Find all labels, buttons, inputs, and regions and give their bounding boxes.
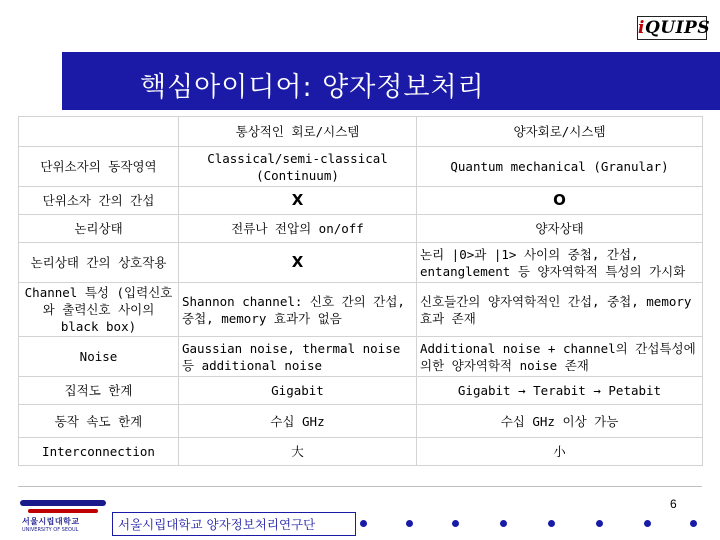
header-cell: 양자회로/시스템	[417, 117, 703, 147]
page-number: 6	[670, 497, 677, 511]
row-label: 단위소자의 동작영역	[19, 147, 179, 187]
decor-dot	[644, 520, 651, 527]
decor-dot	[500, 520, 507, 527]
table-cell: Gaussian noise, thermal noise 등 additional noise	[179, 337, 417, 377]
table-header-row	[19, 117, 703, 147]
table-row	[19, 438, 703, 466]
table-cell: 논리 |0>과 |1> 사이의 중첩, 간섭, entanglement 등 양자역학적 특성의 가시화	[417, 243, 703, 283]
decor-dot	[596, 520, 603, 527]
table-cell: Shannon channel: 신호 간의 간섭, 중첩, memory 효과가 없음	[179, 283, 417, 337]
decor-dot	[360, 520, 367, 527]
table-cell: 小	[417, 438, 703, 466]
row-label: Interconnection	[19, 438, 179, 466]
table-cell: X	[179, 187, 417, 215]
logo-bar	[28, 509, 98, 513]
decor-dot	[548, 520, 555, 527]
table-row	[19, 405, 703, 438]
table-cell: 大	[179, 438, 417, 466]
table-cell: X	[179, 243, 417, 283]
footer-org-box	[112, 512, 356, 536]
table-cell: Additional noise + channel의 간섭특성에 의한 양자역학적 noise 존재	[417, 337, 703, 377]
table-row	[19, 187, 703, 215]
university-name: 서울시립대학교	[22, 517, 80, 526]
decor-dot	[406, 520, 413, 527]
decor-dot	[452, 520, 459, 527]
row-label: 동작 속도 한계	[19, 405, 179, 438]
footer-dots	[360, 520, 700, 530]
row-label: 단위소자 간의 간섭	[19, 187, 179, 215]
table-cell: Gigabit	[179, 377, 417, 405]
table-cell: 전류나 전압의 on/off	[179, 215, 417, 243]
table-cell: Gigabit → Terabit → Petabit	[417, 377, 703, 405]
table-cell: 수십 GHz 이상 가능	[417, 405, 703, 438]
header-cell: 통상적인 회로/시스템	[179, 117, 417, 147]
table-row	[19, 243, 703, 283]
logo-bar	[20, 500, 106, 506]
comparison-table	[18, 116, 703, 466]
table-cell: 수십 GHz	[179, 405, 417, 438]
university-logo	[20, 500, 106, 536]
table-cell: Classical/semi-classical (Continuum)	[179, 147, 417, 187]
university-english-name: UNIVERSITY OF SEOUL	[22, 527, 79, 533]
table-cell: 양자상태	[417, 215, 703, 243]
header-cell	[19, 117, 179, 147]
table-cell: 신호들간의 양자역학적인 간섭, 중첩, memory 효과 존재	[417, 283, 703, 337]
table-row	[19, 377, 703, 405]
slide-title: 핵심아이디어: 양자정보처리	[140, 72, 485, 103]
row-label: 논리상태	[19, 215, 179, 243]
footer-divider	[18, 486, 702, 487]
row-label: Noise	[19, 337, 179, 377]
title-bar	[62, 52, 720, 110]
row-label: 논리상태 간의 상호작용	[19, 243, 179, 283]
table-cell: O	[417, 187, 703, 215]
footer-org-name: 서울시립대학교 양자정보처리연구단	[118, 517, 316, 532]
iquips-logo: iQUIPS	[638, 18, 711, 38]
decor-dot	[690, 520, 697, 527]
table-row	[19, 215, 703, 243]
row-label: 집적도 한계	[19, 377, 179, 405]
table-row	[19, 147, 703, 187]
table-cell: Quantum mechanical (Granular)	[417, 147, 703, 187]
table-row	[19, 283, 703, 337]
row-label: Channel 특성 (입력신호와 출력신호 사이의 black box)	[19, 283, 179, 337]
table-row	[19, 337, 703, 377]
